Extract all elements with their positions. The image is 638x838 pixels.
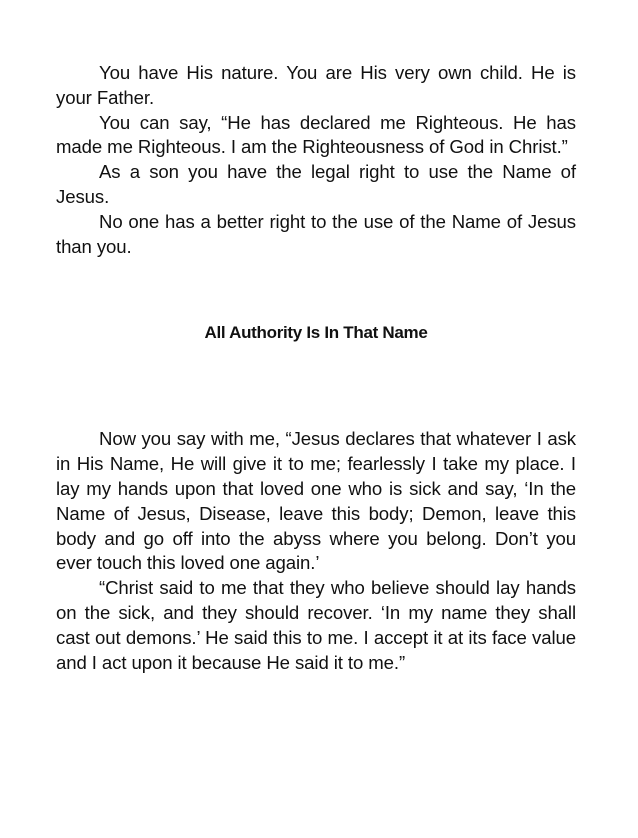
paragraph-christ-said: “Christ said to me that they who believe should lay hands on the sick, and they should recover. ‘In my name they shall cast out demons.’ He said this to me. I accept it at its face value and I act upon it because He said it to me.” <box>56 577 576 673</box>
spacer <box>56 259 576 321</box>
section-heading: All Authority Is In That Name <box>204 323 428 343</box>
paragraph-declared-righteous: You can say, “He has declared me Righteous. He has made me Righteous. I am the Righteousness of God in Christ.” <box>56 111 576 158</box>
spacer <box>56 345 576 427</box>
paragraph-legal-right: As a son you have the legal right to use the Name of Jesus. <box>56 161 576 207</box>
document-page <box>56 61 576 675</box>
paragraph-nature: You have His nature. You are His very own child. He is your Father. <box>56 62 576 108</box>
paragraph-better-right: No one has a better right to the use of the Name of Jesus than you. <box>56 210 576 257</box>
paragraph-say-with-me: Now you say with me, “Jesus declares that whatever I ask in His Name, He will give it to me; fearlessly I take my place. I lay my hands upon that loved one who is sick and say, ‘In the Name of Jesus, Disease, leave this body; Demon, leave this body and go off into the abyss where you belong. Don’t you ever touch this loved one again.’ <box>56 428 576 574</box>
